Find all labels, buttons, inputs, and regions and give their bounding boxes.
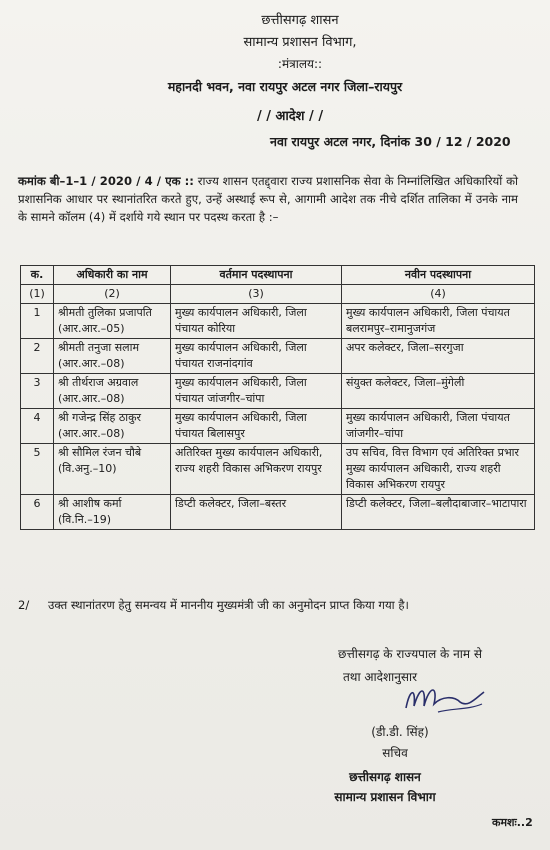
- header-current-posting: वर्तमान पदस्थापना: [171, 266, 342, 285]
- officer-cell: [54, 495, 171, 530]
- officer-name: श्रीमती तनुजा सलाम: [58, 341, 140, 354]
- officer-cell: [54, 444, 171, 495]
- table-row: [21, 444, 535, 495]
- row-number: 2: [21, 339, 54, 374]
- index-cell: (2): [54, 285, 171, 304]
- officer-cell: [54, 409, 171, 444]
- new-posting: उप सचिव, वित्त विभाग एवं अतिरिक्त प्रभार मुख्य कार्यपालन अधिकारी, राज्य शहरी विकास अभिकरण रायपुर: [342, 444, 535, 495]
- table-header-row: [21, 266, 535, 285]
- new-posting: अपर कलेक्टर, जिला–सरगुजा: [342, 339, 535, 374]
- index-cell: (3): [171, 285, 342, 304]
- new-posting: डिप्टी कलेक्टर, जिला–बलौदाबाजार–भाटापारा: [342, 495, 535, 530]
- current-posting: मुख्य कार्यपालन अधिकारी, जिला पंचायत बिलासपुर: [171, 409, 342, 444]
- order-number: कमांक बी–1–1 / 2020 / 4 / एक ::: [18, 174, 194, 188]
- signatory-name: (डी.डी. सिंह): [371, 725, 429, 739]
- current-posting: मुख्य कार्यपालन अधिकारी, जिला पंचायत जांजगीर–चांपा: [171, 374, 342, 409]
- officer-service: (वि.अनु.–10): [58, 462, 117, 475]
- officer-service: (आर.आर.–08): [58, 392, 125, 405]
- officer-service: (आर.आर.–08): [58, 427, 125, 440]
- note-number: 2/: [18, 598, 30, 612]
- officer-service: (वि.नि.–19): [58, 513, 111, 526]
- govt-title: छत्तीसगढ़ शासन: [261, 13, 339, 28]
- officer-name: श्री गजेन्द्र सिंह ठाकुर: [58, 411, 142, 424]
- table-row: [21, 495, 535, 530]
- current-posting: डिप्टी कलेक्टर, जिला–बस्तर: [171, 495, 342, 530]
- new-posting: संयुक्त कलेक्टर, जिला–मुंगेली: [342, 374, 535, 409]
- row-number: 4: [21, 409, 54, 444]
- row-number: 5: [21, 444, 54, 495]
- index-cell: (1): [21, 285, 54, 304]
- order-date: नवा रायपुर अटल नगर, दिनांक 30 / 12 / 2020: [270, 134, 511, 149]
- page-continuation-marker: कमशः..2: [492, 816, 533, 829]
- row-number: 3: [21, 374, 54, 409]
- table-row: [21, 339, 535, 374]
- handwritten-signature: [398, 678, 488, 723]
- ministry-title: :मंत्रालय::: [277, 57, 323, 71]
- header-serial: क.: [21, 266, 54, 285]
- order-paragraph: [18, 172, 518, 226]
- officer-cell: [54, 339, 171, 374]
- officer-cell: [54, 374, 171, 409]
- transfer-table: [20, 265, 535, 530]
- signature-order-line: तथा आदेशानुसार: [342, 670, 418, 684]
- order-text: राज्य शासन एतद्द्वारा राज्य प्रशासनिक सेवा के निम्नांलिखित अधिकारियों को प्रशासनिक आधार पर स्थानांतरित करते हुए, उन्हें अस्थाई रूप से, आगामी आदेश तक नीचे दर्शित तालिका में उनके नाम के सामने कॉलम (4) में दर्शाये गये स्थान पर पदस्थ करता है :–: [18, 174, 518, 224]
- officer-name: श्री आशीष कर्मा: [58, 497, 122, 510]
- index-cell: (4): [342, 285, 535, 304]
- header-officer-name: अधिकारी का नाम: [54, 266, 171, 285]
- row-number: 6: [21, 495, 54, 530]
- table-row: [21, 409, 535, 444]
- new-posting: मुख्य कार्यपालन अधिकारी, जिला पंचायत जांजगीर–चांपा: [342, 409, 535, 444]
- signatory-org: छत्तीसगढ़ शासन: [349, 770, 421, 784]
- note-text: उक्त स्थानांतरण हेतु समन्वय में माननीय मुख्यमंत्री जी का अनुमोदन प्राप्त किया गया है।: [48, 598, 409, 612]
- table-index-row: [21, 285, 535, 304]
- order-heading: / / आदेश / /: [256, 109, 324, 124]
- row-number: 1: [21, 304, 54, 339]
- office-address: महानदी भवन, नवा रायपुर अटल नगर जिला–रायपुर: [167, 79, 403, 94]
- signatory-department: सामान्य प्रशासन विभाग: [334, 790, 436, 804]
- current-posting: मुख्य कार्यपालन अधिकारी, जिला पंचायत कोरिया: [171, 304, 342, 339]
- officer-name: श्रीमती तुलिका प्रजापति: [58, 306, 152, 319]
- officer-service: (आर.आर.–08): [58, 357, 125, 370]
- department-title: सामान्य प्रशासन विभाग,: [243, 35, 357, 50]
- officer-service: (आर.आर.–05): [58, 322, 125, 335]
- header-new-posting: नवीन पदस्थापना: [342, 266, 535, 285]
- signatory-designation: सचिव: [382, 746, 408, 760]
- current-posting: अतिरिक्त मुख्य कार्यपालन अधिकारी, राज्य शहरी विकास अभिकरण रायपुर: [171, 444, 342, 495]
- current-posting: मुख्य कार्यपालन अधिकारी, जिला पंचायत राजनांदगांव: [171, 339, 342, 374]
- approval-note: [18, 598, 538, 613]
- officer-name: श्री तीर्थराज अग्रवाल: [58, 376, 139, 389]
- new-posting: मुख्य कार्यपालन अधिकारी, जिला पंचायत बलरामपुर–रामानुजगंज: [342, 304, 535, 339]
- table-row: [21, 304, 535, 339]
- signature-authority-line: छत्तीसगढ़ के राज्यपाल के नाम से: [338, 647, 482, 661]
- officer-cell: [54, 304, 171, 339]
- officer-name: श्री सौमिल रंजन चौबे: [58, 446, 142, 459]
- table-row: [21, 374, 535, 409]
